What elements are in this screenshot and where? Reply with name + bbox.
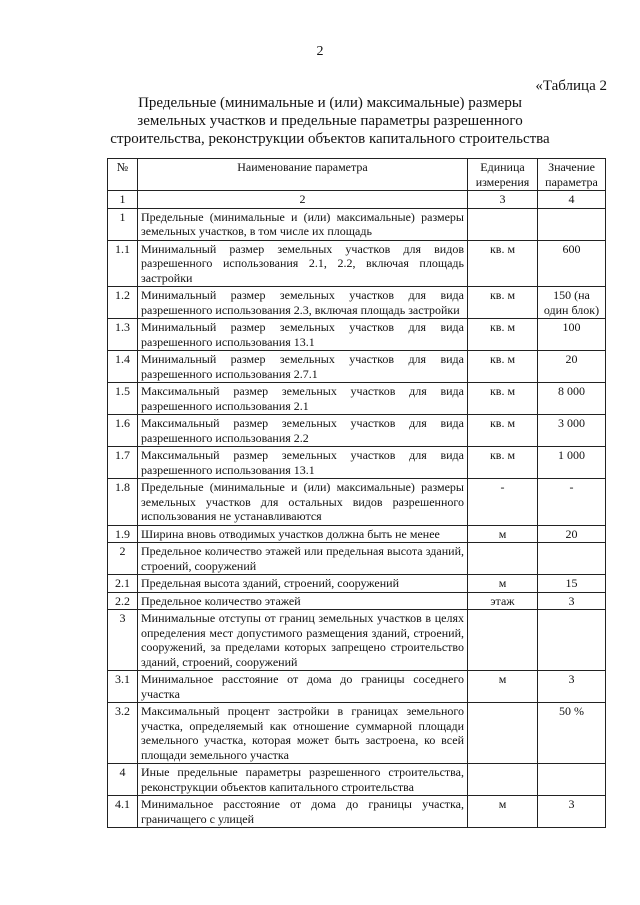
value-cell: 1 000	[538, 447, 606, 479]
parameter-name: Предельное количество этажей	[138, 592, 468, 610]
column-numbers-row	[108, 191, 606, 209]
table-row	[108, 796, 606, 828]
table-row	[108, 671, 606, 703]
row-number: 4.1	[108, 796, 138, 828]
value-cell: 15	[538, 575, 606, 593]
column-number: 3	[468, 191, 538, 209]
unit-cell: кв. м	[468, 287, 538, 319]
unit-cell: кв. м	[468, 240, 538, 287]
row-number: 1.6	[108, 415, 138, 447]
parameter-name: Минимальный размер земельных участков для вида разрешенного использования 2.7.1	[138, 351, 468, 383]
parameter-name: Минимальное расстояние от дома до границы участка, граничащего с улицей	[138, 796, 468, 828]
row-number: 1.7	[108, 447, 138, 479]
table-row	[108, 610, 606, 671]
header-num: №	[108, 159, 138, 191]
value-cell: 3	[538, 592, 606, 610]
parameter-name: Минимальные отступы от границ земельных участков в целях определения мест допустимого размещения зданий, строений, сооружений, за пределами которых запрещено строительство зданий, строений, сооружений	[138, 610, 468, 671]
unit-cell	[468, 764, 538, 796]
unit-cell: -	[468, 479, 538, 526]
value-cell: 3 000	[538, 415, 606, 447]
parameters-table	[107, 158, 606, 828]
header-name: Наименование параметра	[138, 159, 468, 191]
parameter-name: Максимальный размер земельных участков для вида разрешенного использования 2.2	[138, 415, 468, 447]
unit-cell	[468, 543, 538, 575]
parameter-name: Максимальный размер земельных участков для вида разрешенного использования 13.1	[138, 447, 468, 479]
parameter-name: Минимальный размер земельных участков для вида разрешенного использования 2.3, включая площадь застройки	[138, 287, 468, 319]
unit-cell: кв. м	[468, 383, 538, 415]
table-row	[108, 575, 606, 593]
row-number: 3.1	[108, 671, 138, 703]
row-number: 1	[108, 208, 138, 240]
parameter-name: Предельные (минимальные и (или) максимальные) размеры земельных участков, в том числе их площадь	[138, 208, 468, 240]
unit-cell: м	[468, 525, 538, 543]
value-cell	[538, 208, 606, 240]
parameter-name: Предельные (минимальные и (или) максимальные) размеры земельных участков для остальных видов разрешенного использования не устанавливаются	[138, 479, 468, 526]
unit-cell: этаж	[468, 592, 538, 610]
value-cell: 20	[538, 525, 606, 543]
unit-cell: кв. м	[468, 447, 538, 479]
parameter-name: Минимальное расстояние от дома до границы соседнего участка	[138, 671, 468, 703]
value-cell: -	[538, 479, 606, 526]
table-header-row	[108, 159, 606, 191]
unit-cell: м	[468, 671, 538, 703]
parameter-name: Предельное количество этажей или предельная высота зданий, строений, сооружений	[138, 543, 468, 575]
row-number: 2.2	[108, 592, 138, 610]
row-number: 1.2	[108, 287, 138, 319]
unit-cell: кв. м	[468, 351, 538, 383]
table-row	[108, 479, 606, 526]
row-number: 3.2	[108, 703, 138, 764]
value-cell	[538, 764, 606, 796]
column-number: 4	[538, 191, 606, 209]
table-label: «Таблица 2	[535, 78, 607, 94]
table-row	[108, 703, 606, 764]
parameter-name: Иные предельные параметры разрешенного строительства, реконструкции объектов капитального строительства	[138, 764, 468, 796]
table-row	[108, 319, 606, 351]
table-row	[108, 592, 606, 610]
unit-cell: м	[468, 575, 538, 593]
unit-cell	[468, 703, 538, 764]
unit-cell	[468, 610, 538, 671]
row-number: 2	[108, 543, 138, 575]
value-cell: 20	[538, 351, 606, 383]
table-row	[108, 208, 606, 240]
table-row	[108, 447, 606, 479]
table-row	[108, 415, 606, 447]
unit-cell: м	[468, 796, 538, 828]
page-number: 2	[316, 44, 324, 59]
parameter-name: Максимальный процент застройки в границах земельного участка, определяемый как отношение суммарной площади земельного участка, которая может быть застроена, ко всей площади земельного участка	[138, 703, 468, 764]
row-number: 1.1	[108, 240, 138, 287]
parameter-name: Ширина вновь отводимых участков должна быть не менее	[138, 525, 468, 543]
value-cell: 150 (на один блок)	[538, 287, 606, 319]
table-row	[108, 764, 606, 796]
row-number: 1.9	[108, 525, 138, 543]
value-cell: 600	[538, 240, 606, 287]
row-number: 3	[108, 610, 138, 671]
column-number: 2	[138, 191, 468, 209]
row-number: 1.4	[108, 351, 138, 383]
unit-cell	[468, 208, 538, 240]
value-cell	[538, 543, 606, 575]
document-title: Предельные (минимальные и (или) максимальные) размеры земельных участков и предельные параметры разрешенного строительства, реконструкции объектов капитального строительства	[110, 95, 550, 147]
value-cell: 50 %	[538, 703, 606, 764]
table-row	[108, 383, 606, 415]
table-row	[108, 525, 606, 543]
unit-cell: кв. м	[468, 319, 538, 351]
unit-cell: кв. м	[468, 415, 538, 447]
table-row	[108, 351, 606, 383]
parameter-name: Минимальный размер земельных участков для вида разрешенного использования 13.1	[138, 319, 468, 351]
table-body	[108, 208, 606, 828]
row-number: 1.8	[108, 479, 138, 526]
value-cell: 3	[538, 796, 606, 828]
table-row	[108, 287, 606, 319]
table-row	[108, 240, 606, 287]
value-cell: 3	[538, 671, 606, 703]
row-number: 1.5	[108, 383, 138, 415]
row-number: 2.1	[108, 575, 138, 593]
row-number: 1.3	[108, 319, 138, 351]
header-unit: Единица измерения	[468, 159, 538, 191]
value-cell: 8 000	[538, 383, 606, 415]
parameter-name: Минимальный размер земельных участков для видов разрешенного использования 2.1, 2.2, включая площадь застройки	[138, 240, 468, 287]
parameter-name: Предельная высота зданий, строений, сооружений	[138, 575, 468, 593]
column-number: 1	[108, 191, 138, 209]
value-cell: 100	[538, 319, 606, 351]
value-cell	[538, 610, 606, 671]
parameter-name: Максимальный размер земельных участков для вида разрешенного использования 2.1	[138, 383, 468, 415]
table-row	[108, 543, 606, 575]
row-number: 4	[108, 764, 138, 796]
header-value: Значение параметра	[538, 159, 606, 191]
